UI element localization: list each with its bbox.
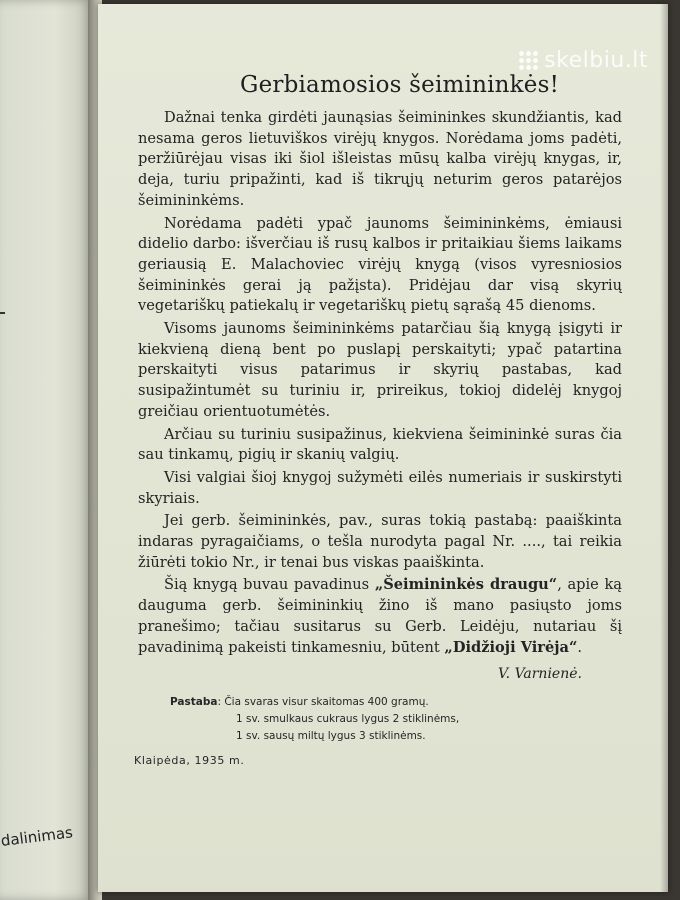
- body-text: [138, 108, 622, 660]
- watermark-text: skelbiu.lt: [544, 48, 648, 73]
- paragraph-last: Šią knygą buvau pavadinus „Šeimininkės draugu“, apie ką dauguma gerb. šeimininkių žino iš mano pasiųsto joms pranešimo; tačiau susitarus su Gerb. Leidėju, nutariau šį pavadinimą pakeisti tinkamesniu, būtent „Didžioji Virėja“.: [138, 576, 622, 656]
- paragraph: Dažnai tenka girdėti jaunąsias šeimininkes skundžiantis, kad nesama geros lietuviškos virėjų knygos. Norėdama joms padėti, peržiūrėjau visas iki šiol išleistas mūsų kalba virėjų knygas, ir, deja, turiu pripažinti, kad iš tikrųjų neturim geros patarėjos šeimininkėms.: [138, 109, 622, 209]
- note: [170, 694, 459, 745]
- old-book-name: „Šeimininkės draugu“: [374, 576, 558, 594]
- note-line: 1 sv. sausų miltų lygus 3 stiklinėms.: [236, 730, 426, 742]
- watermark-logo-icon: [519, 51, 538, 70]
- signature: V. Varnienė.: [498, 666, 582, 682]
- watermark: [519, 48, 648, 73]
- paragraph: Jei gerb. šeimininkės, pav., suras tokią pastabą: paaiškinta indaras pyragaičiams, o tešla nurodyta pagal Nr. ...., tai reikia žiūrėti tokio Nr., ir tenai bus viskas paaiškinta.: [138, 512, 622, 571]
- left-page: [0, 0, 92, 900]
- new-book-name: „Didžioji Virėja“: [444, 638, 578, 656]
- note-line: 1 sv. smulkaus cukraus lygus 2 stiklinėms,: [236, 713, 460, 725]
- left-page-mark: [0, 312, 5, 314]
- note-label: Pastaba: [170, 696, 218, 708]
- paragraph: Visi valgiai šioj knygoj sužymėti eilės numeriais ir suskirstyti skyriais.: [138, 468, 622, 507]
- place-date: Klaipėda, 1935 m.: [134, 754, 245, 767]
- note-line: : Čia svaras visur skaitomas 400 gramų.: [217, 696, 429, 708]
- paragraph: Norėdama padėti ypač jaunoms šeimininkėms, ėmiausi didelio darbo: išverčiau iš rusų kalbos ir pritaikiau šiems laikams geriausią E. Malachoviec virėjų knygą (visos vyresniosios šeimininkės gerai ją pažįsta). Pridėjau dar visą skyrių vegetariškų patiekalų ir vegetariškų pietų sąrašą 45 dienoms.: [138, 214, 622, 315]
- left-page-text: dalinimas: [0, 823, 74, 850]
- page-title: Gerbiamosios šeimininkės!: [240, 72, 560, 98]
- paragraph: Visoms jaunoms šeimininkėms patarčiau šią knygą įsigyti ir kiekvieną dieną bent po puslapį perskaityti; ypač patartina perskaityti visus patarimus ir skyrių pastabas, kad susipažintumėt su turiniu ir, prireikus, tokioj didelėj knygoj greičiau orientuotumėtės.: [138, 320, 622, 420]
- paragraph: Arčiau su turiniu susipažinus, kiekviena šeimininkė suras čia sau tinkamų, pigių ir skanių valgių.: [138, 425, 622, 464]
